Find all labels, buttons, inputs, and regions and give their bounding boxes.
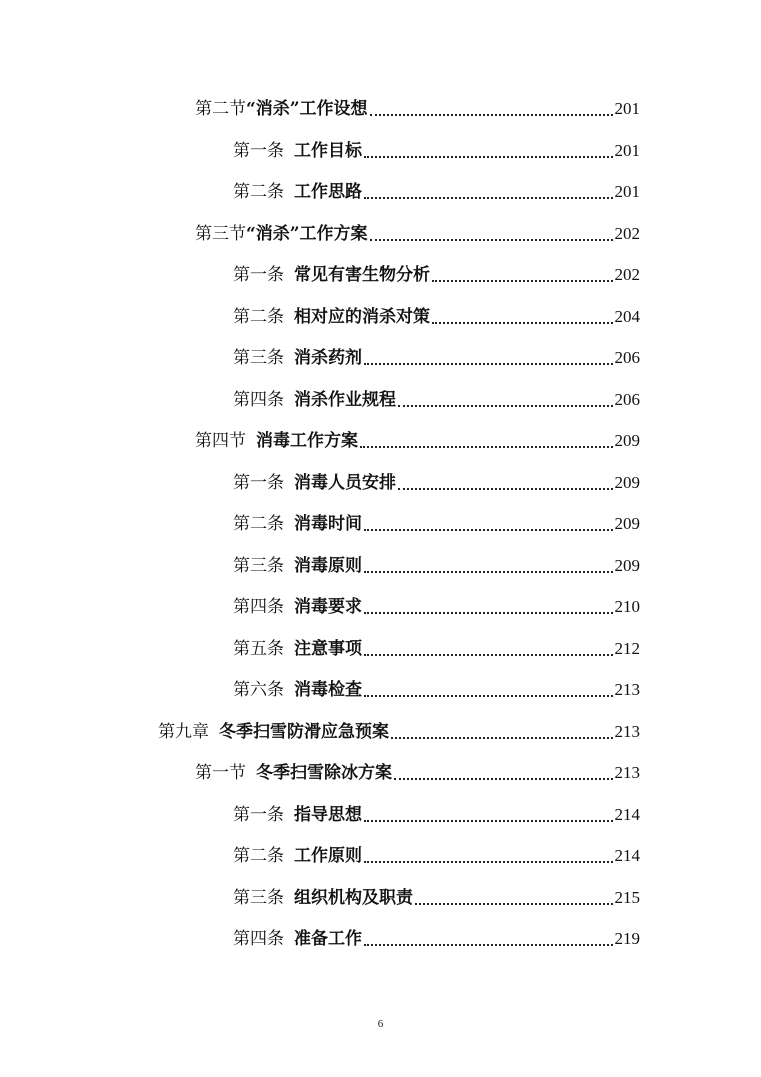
toc-entry-title: 工作思路 (294, 182, 362, 202)
toc-entry-page: 209 (614, 556, 640, 575)
toc-entry-title: 消杀作业规程 (294, 390, 396, 410)
toc-entry-title: 常见有害生物分析 (294, 265, 430, 285)
toc-dot-leader (364, 944, 613, 946)
toc-entry-page: 204 (614, 307, 640, 326)
toc-dot-leader (391, 737, 613, 739)
toc-entry-number: 第三条 (233, 348, 284, 368)
toc-entry[interactable] (233, 261, 640, 289)
toc-entry[interactable] (233, 842, 640, 870)
toc-entry-number: 第四条 (233, 597, 284, 617)
toc-dot-leader (364, 363, 613, 365)
toc-entry-number: 第二条 (233, 182, 284, 202)
toc-entry[interactable] (233, 137, 640, 165)
toc-entry-page: 209 (614, 514, 640, 533)
toc-entry-page: 202 (614, 265, 640, 284)
toc-entry-title: 消毒人员安排 (294, 473, 396, 493)
toc-entry-title: 消毒工作方案 (256, 431, 358, 451)
toc-entry-number: 第九章 (158, 722, 209, 742)
toc-entry[interactable] (233, 676, 640, 704)
toc-entry-page: 215 (614, 888, 640, 907)
toc-dot-leader (370, 239, 613, 241)
toc-entry-number: 第三条 (233, 556, 284, 576)
toc-entry-number: 第五条 (233, 639, 284, 659)
toc-entry-title: 冬季扫雪除冰方案 (256, 763, 392, 783)
toc-dot-leader (360, 446, 613, 448)
toc-entry-page: 209 (614, 473, 640, 492)
toc-entry-number: 第二条 (233, 514, 284, 534)
toc-entry-number: 第四节 (195, 431, 246, 451)
toc-entry-number: 第四条 (233, 929, 284, 949)
toc-entry-title: 消杀药剂 (294, 348, 362, 368)
toc-entry-page: 213 (614, 722, 640, 741)
toc-entry-page: 201 (614, 141, 640, 160)
toc-entry-number: 第六条 (233, 680, 284, 700)
toc-dot-leader (370, 114, 613, 116)
toc-entry[interactable] (233, 884, 640, 912)
toc-entry-title: 工作目标 (294, 141, 362, 161)
toc-entry-number: 第一条 (233, 473, 284, 493)
toc-entry-number: 第二条 (233, 846, 284, 866)
toc-dot-leader (364, 156, 613, 158)
toc-entry-page: 202 (614, 224, 640, 243)
toc-entry-number: 第四条 (233, 390, 284, 410)
toc-entry-page: 219 (614, 929, 640, 948)
toc-entry-page: 212 (614, 639, 640, 658)
page-number: 6 (377, 1018, 384, 1030)
toc-entry-number: 第二节 (195, 99, 246, 119)
toc-dot-leader (364, 695, 613, 697)
toc-entry[interactable] (233, 510, 640, 538)
toc-dot-leader (364, 571, 613, 573)
toc-entry-page: 201 (614, 182, 640, 201)
toc-entry-title: “消杀”工作设想 (246, 99, 368, 119)
toc-entry-page: 213 (614, 680, 640, 699)
toc-entry-title: 指导思想 (294, 805, 362, 825)
toc-entry[interactable] (195, 220, 640, 248)
toc-entry-title: 消毒时间 (294, 514, 362, 534)
toc-entry-title: 组织机构及职责 (294, 888, 413, 908)
toc-entry-title: “消杀”工作方案 (246, 224, 368, 244)
toc-dot-leader (415, 903, 613, 905)
toc-entry[interactable] (233, 469, 640, 497)
toc-dot-leader (432, 322, 613, 324)
toc-dot-leader (364, 529, 613, 531)
toc-entry-number: 第一节 (195, 763, 246, 783)
toc-entry[interactable] (233, 635, 640, 663)
toc-entry-title: 准备工作 (294, 929, 362, 949)
toc-entry-title: 消毒原则 (294, 556, 362, 576)
toc-entry[interactable] (233, 593, 640, 621)
toc-dot-leader (398, 488, 613, 490)
toc-entry-number: 第一条 (233, 805, 284, 825)
toc-entry-number: 第三条 (233, 888, 284, 908)
toc-dot-leader (364, 654, 613, 656)
toc-entry[interactable] (233, 303, 640, 331)
toc-dot-leader (364, 612, 613, 614)
toc-entry-number: 第一条 (233, 141, 284, 161)
toc-entry[interactable] (195, 427, 640, 455)
toc-dot-leader (364, 820, 613, 822)
toc-entry-number: 第三节 (195, 224, 246, 244)
toc-entry-title: 冬季扫雪防滑应急预案 (219, 722, 389, 742)
toc-entry[interactable] (233, 386, 640, 414)
toc-dot-leader (394, 778, 613, 780)
toc-entry[interactable] (233, 925, 640, 953)
toc-entry-page: 209 (614, 431, 640, 450)
toc-entry-page: 201 (614, 99, 640, 118)
toc-entry-title: 相对应的消杀对策 (294, 307, 430, 327)
toc-dot-leader (364, 197, 613, 199)
toc-dot-leader (432, 280, 613, 282)
toc-dot-leader (364, 861, 613, 863)
toc-dot-leader (398, 405, 613, 407)
toc-entry-page: 206 (614, 390, 640, 409)
toc-entry[interactable] (195, 95, 640, 123)
toc-entry[interactable] (233, 552, 640, 580)
toc-entry-page: 206 (614, 348, 640, 367)
toc-entry-title: 工作原则 (294, 846, 362, 866)
toc-entry[interactable] (158, 718, 640, 746)
toc-entry-number: 第二条 (233, 307, 284, 327)
toc-entry-number: 第一条 (233, 265, 284, 285)
toc-entry-page: 214 (614, 846, 640, 865)
toc-entry-title: 消毒检查 (294, 680, 362, 700)
toc-entry-page: 214 (614, 805, 640, 824)
toc-entry-title: 注意事项 (294, 639, 362, 659)
toc-entry-page: 213 (614, 763, 640, 782)
toc-entry[interactable] (233, 344, 640, 372)
toc-entry[interactable] (233, 178, 640, 206)
toc-entry[interactable] (195, 759, 640, 787)
toc-entry-page: 210 (614, 597, 640, 616)
toc-entry-title: 消毒要求 (294, 597, 362, 617)
toc-entry[interactable] (233, 801, 640, 829)
